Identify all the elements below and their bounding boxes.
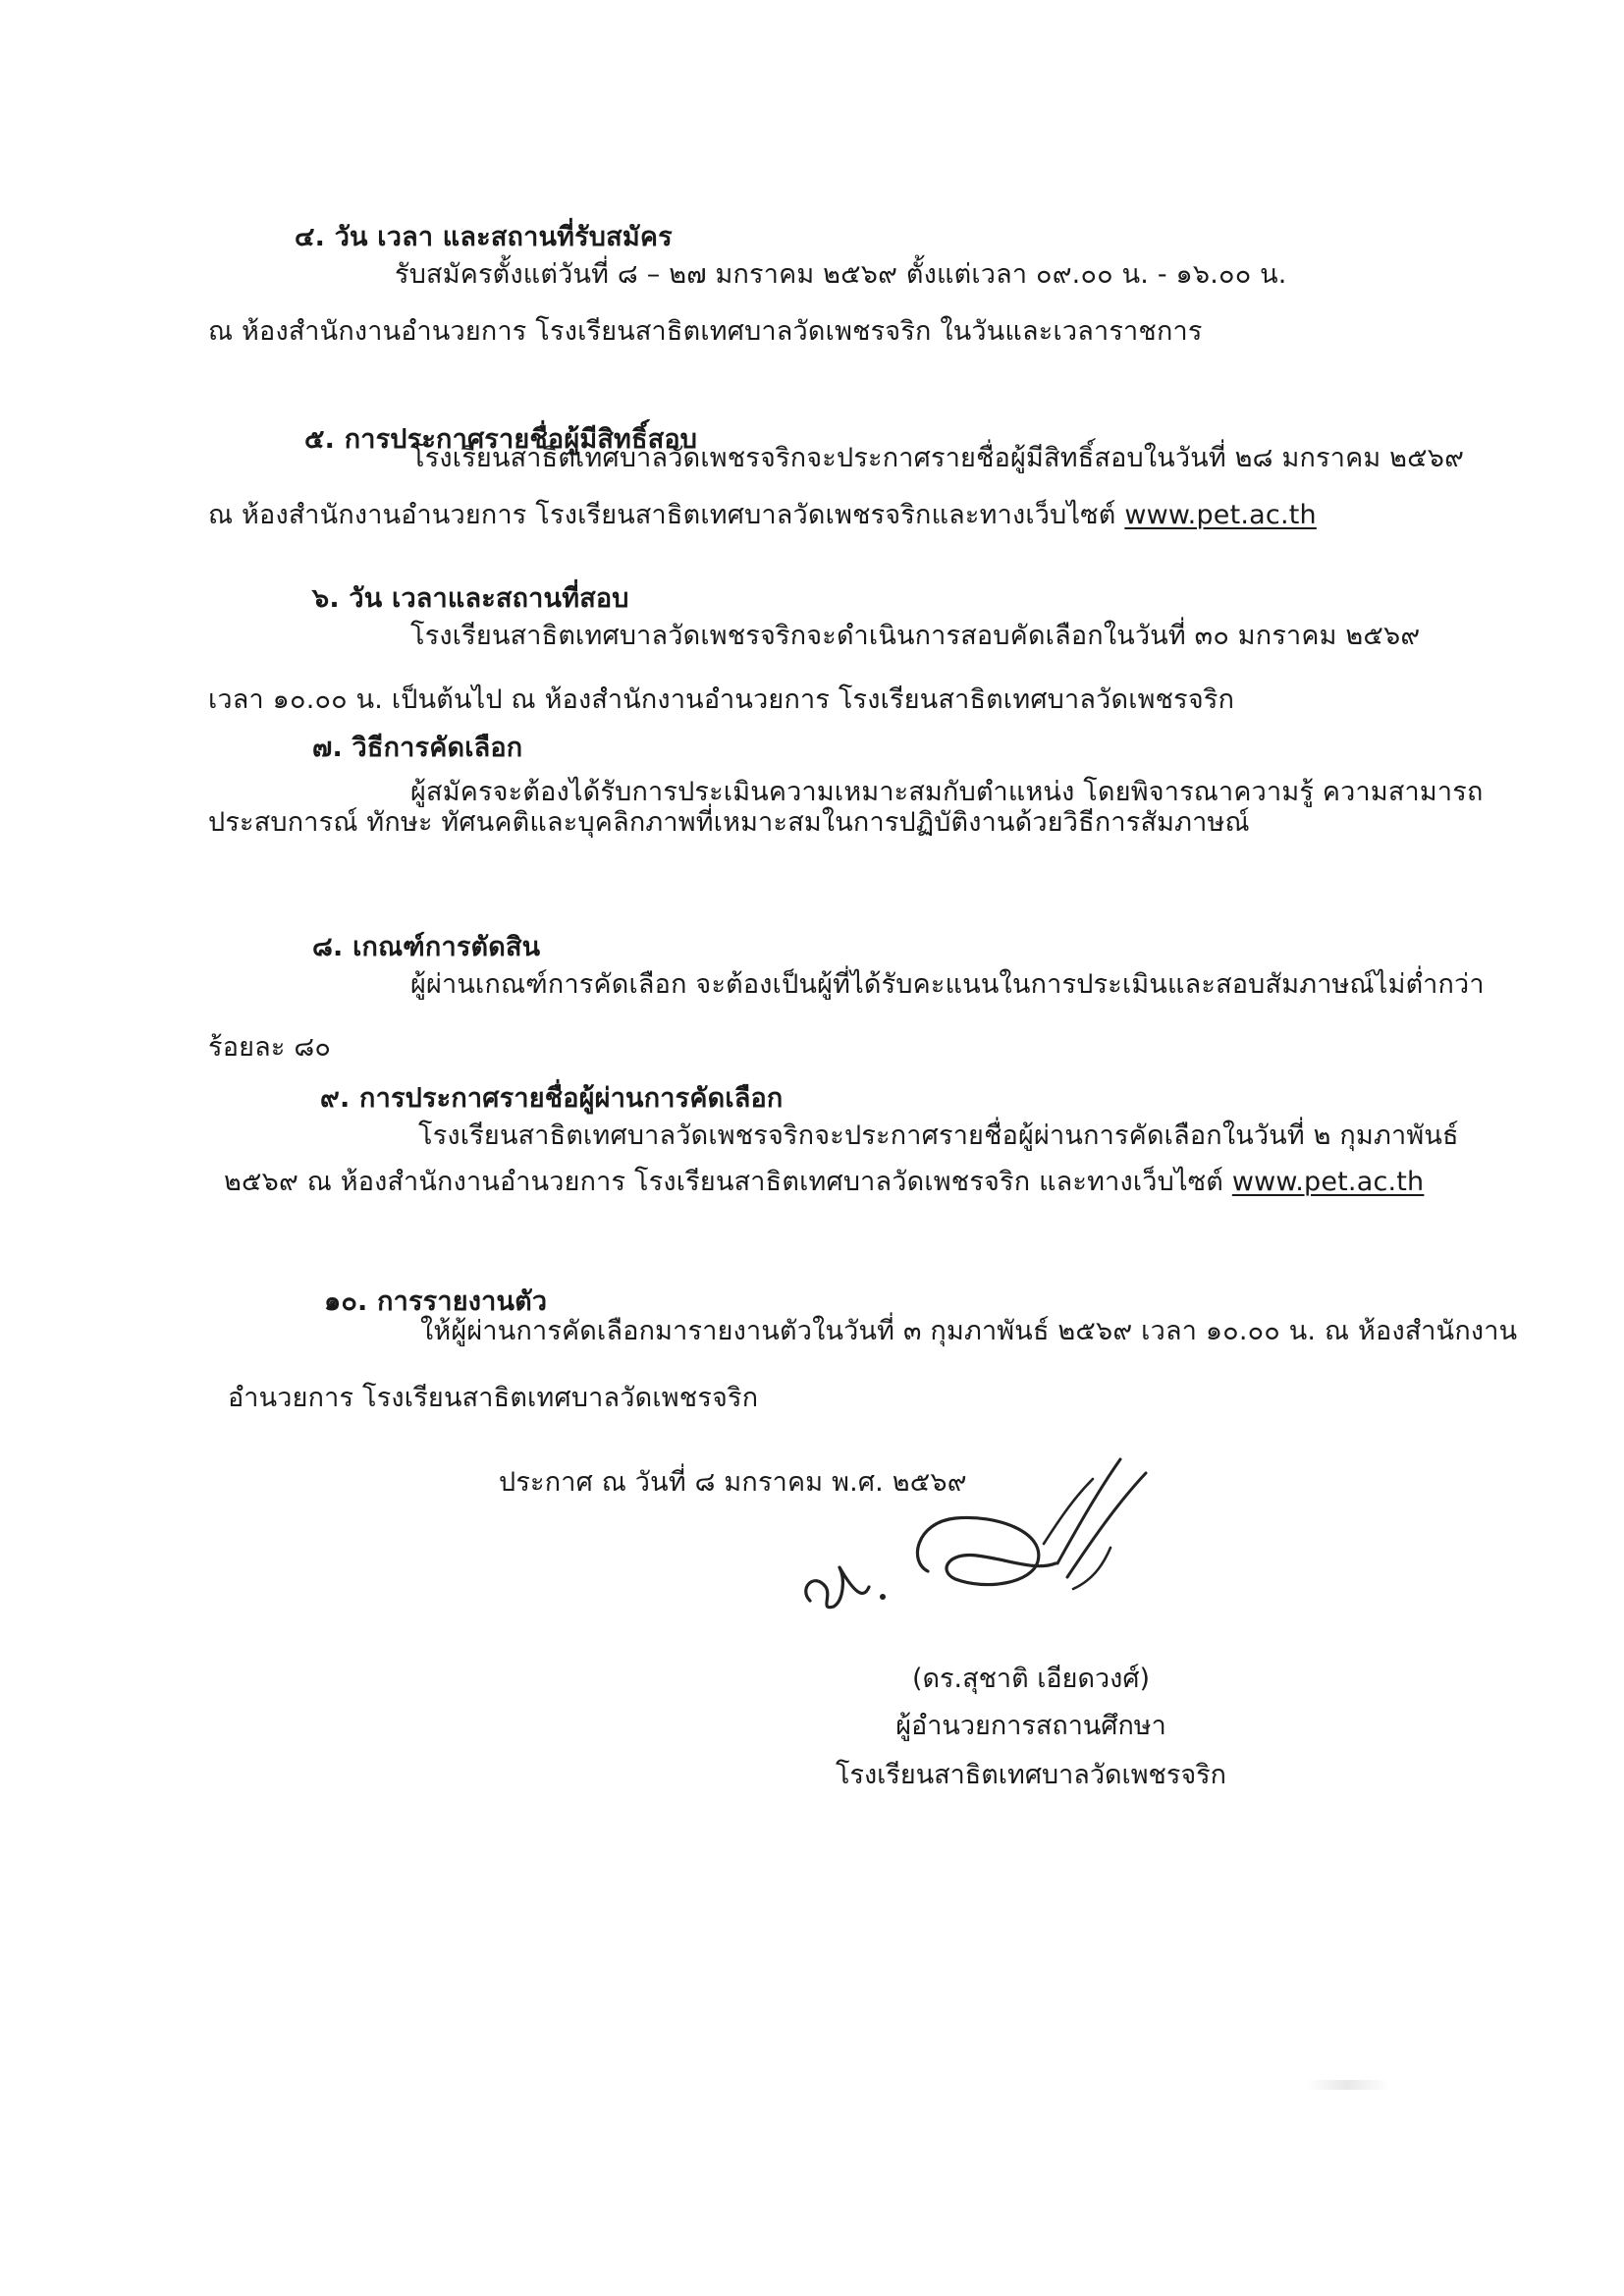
section-9-line-2-text: ๒๕๖๙ ณ ห้องสำนักงานอำนวยการ โรงเรียนสาธิตเทศบาลวัดเพชรจริก และทางเว็บไซต์ — [224, 1167, 1232, 1197]
section-5-line-2 — [208, 496, 1317, 535]
signatory-name: (ดร.สุชาติ เอียดวงศ์) — [911, 1664, 1151, 1694]
signature-mark — [781, 1453, 1154, 1650]
website-link[interactable]: www.pet.ac.th — [1231, 1167, 1425, 1197]
section-6-line-1: โรงเรียนสาธิตเทศบาลวัดเพชรจริกจะดำเนินการสอบคัดเลือกในวันที่ ๓๐ มกราคม ๒๕๖๙ — [410, 621, 1421, 651]
section-6-heading: ๖. วัน เวลาและสถานที่สอบ — [312, 583, 629, 614]
section-7-line-1: ผู้สมัครจะต้องได้รับการประเมินความเหมาะสมกับตำแหน่ง โดยพิจารณาความรู้ ความสามารถ — [410, 777, 1484, 807]
section-8-line-2: ร้อยละ ๘๐ — [208, 1032, 332, 1063]
website-link[interactable]: www.pet.ac.th — [1124, 500, 1317, 530]
announcement-date-text: ประกาศ ณ วันที่ ๘ มกราคม พ.ศ. ๒๕๖๙ — [499, 1467, 967, 1498]
section-10-heading: ๑๐. การรายงานตัว — [324, 1286, 548, 1317]
section-4-line-1: รับสมัครตั้งแต่วันที่ ๘ – ๒๗ มกราคม ๒๕๖๙ ตั้งแต่เวลา ๐๙.๐๐ น. - ๑๖.๐๐ น. — [395, 259, 1287, 290]
signatory-organization: โรงเรียนสาธิตเทศบาลวัดเพชรจริก — [835, 1760, 1227, 1790]
signatory-position: ผู้อำนวยการสถานศึกษา — [895, 1711, 1166, 1741]
section-6-line-2: เวลา ๑๐.๐๐ น. เป็นต้นไป ณ ห้องสำนักงานอำนวยการ โรงเรียนสาธิตเทศบาลวัดเพชรจริก — [208, 684, 1235, 715]
section-9-line-1: โรงเรียนสาธิตเทศบาลวัดเพชรจริกจะประกาศรายชื่อผู้ผ่านการคัดเลือกในวันที่ ๒ กุมภาพันธ์ — [418, 1121, 1459, 1151]
section-5-line-2-text: ณ ห้องสำนักงานอำนวยการ โรงเรียนสาธิตเทศบาลวัดเพชรจริกและทางเว็บไซต์ — [208, 500, 1125, 530]
section-8-line-1: ผู้ผ่านเกณฑ์การคัดเลือก จะต้องเป็นผู้ที่ได้รับคะแนนในการประเมินและสอบสัมภาษณ์ไม่ต่ำกว่า — [410, 969, 1485, 1000]
scan-artifact — [1306, 2080, 1389, 2090]
section-5-heading: ๕. การประกาศรายชื่อผู้มีสิทธิ์สอบ — [304, 424, 698, 455]
section-4-line-2: ณ ห้องสำนักงานอำนวยการ โรงเรียนสาธิตเทศบาลวัดเพชรจริก ในวันและเวลาราชการ — [208, 316, 1203, 347]
section-7-line-2: ประสบการณ์ ทักษะ ทัศนคติและบุคลิกภาพที่เหมาะสมในการปฏิบัติงานด้วยวิธีการสัมภาษณ์ — [208, 807, 1250, 838]
section-4-heading: ๔. วัน เวลา และสถานที่รับสมัคร — [295, 222, 673, 252]
section-9-line-2 — [224, 1163, 1424, 1202]
section-10-line-2: อำนวยการ โรงเรียนสาธิตเทศบาลวัดเพชรจริก — [228, 1383, 759, 1413]
section-9-heading: ๙. การประกาศรายชื่อผู้ผ่านการคัดเลือก — [320, 1083, 784, 1114]
section-10-line-1: ให้ผู้ผ่านการคัดเลือกมารายงานตัวในวันที่ ๓ กุมภาพันธ์ ๒๕๖๙ เวลา ๑๐.๐๐ น. ณ ห้องสำนักงาน — [420, 1316, 1518, 1346]
section-5-line-1: โรงเรียนสาธิตเทศบาลวัดเพชรจริกจะประกาศรายชื่อผู้มีสิทธิ์สอบในวันที่ ๒๘ มกราคม ๒๕๖๙ — [410, 443, 1465, 473]
section-7-heading: ๗. วิธีการคัดเลือก — [312, 733, 523, 763]
section-8-heading: ๘. เกณฑ์การตัดสิน — [312, 932, 541, 962]
